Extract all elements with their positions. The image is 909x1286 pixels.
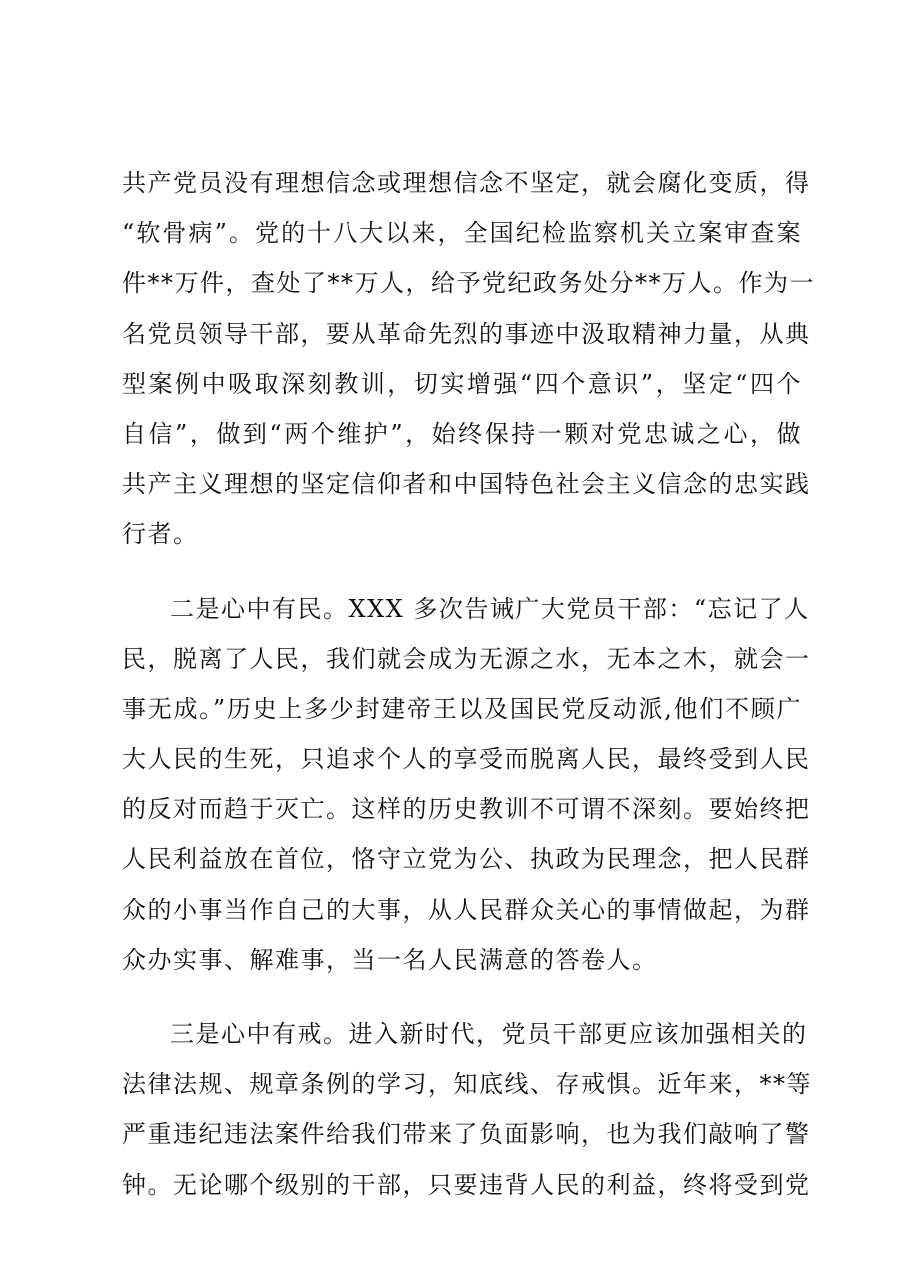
text-line: “软骨病”。党的十八大以来，全国纪检监察机关立案审查案 (122, 219, 802, 248)
text-line: 民，脱离了人民，我们就会成为无源之水，无本之木，就会一 (122, 644, 811, 673)
text-line: 法律法规、规章条例的学习，知底线、存戒惧。近年来，**等 (122, 1070, 812, 1099)
text-line: 人民利益放在首位，恪守立党为公、执政为民理念，把人民群 (122, 845, 811, 874)
text-line: 件**万件，查处了**万人，给予党纪政务处分**万人。作为一 (122, 269, 815, 298)
paragraph-2 (122, 584, 811, 986)
text-line: 行者。 (122, 520, 199, 549)
text-line: 钟。无论哪个级别的干部，只要违背人民的利益，终将受到党 (122, 1170, 811, 1199)
text-line: 共产主义理想的坚定信仰者和中国特色社会主义信念的忠实践 (122, 470, 811, 499)
text-line: 大人民的生死，只追求个人的享受而脱离人民，最终受到人民 (122, 745, 811, 774)
text-line: 自信”，做到“两个维护”，始终保持一颗对党忠诚之心，做 (122, 419, 802, 448)
text-line: 的反对而趋于灭亡。这样的历史教训不可谓不深刻。要始终把 (122, 795, 811, 824)
text-line: 众办实事、解难事，当一名人民满意的答卷人。 (122, 945, 658, 974)
paragraph-3 (122, 1009, 812, 1210)
document-body (122, 158, 815, 1210)
text-line: 事无成。”历史上多少封建帝王以及国民党反动派,他们不顾广 (122, 694, 802, 723)
text-line: 共产党员没有理想信念或理想信念不坚定，就会腐化变质，得 (122, 169, 811, 197)
text-line: 型案例中吸取深刻教训，切实增强“四个意识”，坚定“四个 (122, 369, 802, 398)
paragraph-spacer (122, 560, 802, 584)
text-line: 严重违纪违法案件给我们带来了负面影响，也为我们敲响了警 (122, 1120, 811, 1149)
text-line: 二是心中有民。XXX 多次告诫广大党员干部：“忘记了人 (170, 594, 810, 623)
text-line: 名党员领导干部，要从革命先烈的事迹中汲取精神力量，从典 (122, 319, 811, 348)
paragraph-spacer (122, 985, 802, 1009)
text-line: 众的小事当作自己的大事，从人民群众关心的事情做起，为群 (122, 895, 811, 924)
paragraph-1 (122, 158, 815, 560)
text-line: 三是心中有戒。进入新时代，党员干部更应该加强相关的 (170, 1020, 808, 1048)
